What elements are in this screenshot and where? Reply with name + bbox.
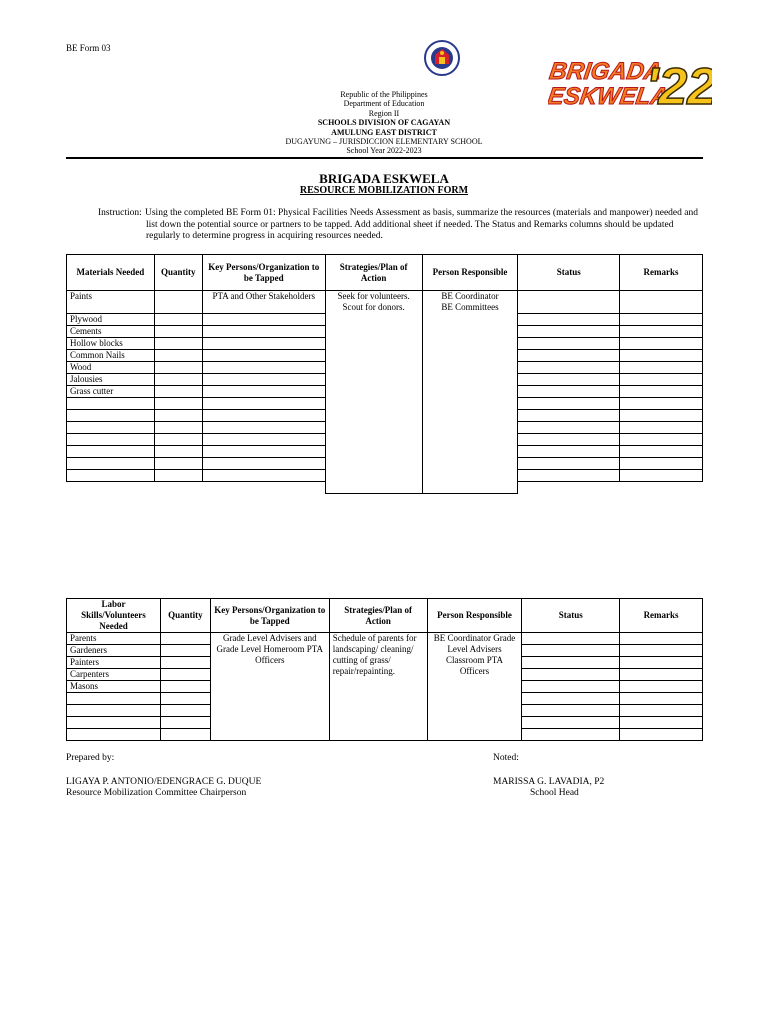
remarks-cell <box>620 669 703 681</box>
status-cell <box>522 645 620 657</box>
prepared-by-signatory <box>66 777 261 799</box>
letterhead-republic: Republic of the Philippines <box>340 90 428 99</box>
deped-seal-icon <box>424 30 460 86</box>
empty-cell <box>518 482 620 494</box>
letterhead-school: DUGAYUNG – JURISDICCION ELEMENTARY SCHOOL <box>285 137 483 147</box>
remarks-cell <box>620 705 703 717</box>
quantity-cell <box>154 446 202 458</box>
labor-item <box>67 717 161 729</box>
quantity-cell <box>160 633 210 645</box>
key-persons-cell <box>202 326 325 338</box>
quantity-cell <box>154 458 202 470</box>
labor-strategies: Schedule of parents for landscaping/ cleaning/ cutting of grass/ repair/repainting. <box>329 633 427 741</box>
material-item: Wood <box>67 362 155 374</box>
key-persons-cell <box>202 446 325 458</box>
document-title: BRIGADA ESKWELA <box>319 171 449 186</box>
material-item <box>67 458 155 470</box>
form-code: BE Form 03 <box>66 43 111 53</box>
status-cell <box>522 729 620 741</box>
quantity-cell <box>154 470 202 482</box>
material-item <box>67 434 155 446</box>
quantity-cell <box>160 657 210 669</box>
labor-header-key-persons: Key Persons/Organization to be Tapped <box>210 599 329 633</box>
table-row <box>67 633 703 645</box>
responsible-line: BE Coordinator <box>441 291 499 301</box>
prepared-by-role: Resource Mobilization Committee Chairperson <box>66 788 247 798</box>
strategy-line: Scout for donors. <box>342 302 405 312</box>
remarks-cell <box>620 458 703 470</box>
responsible-line: BE Committees <box>441 302 499 312</box>
quantity-cell <box>160 645 210 657</box>
labor-header-skills: Labor Skills/Volunteers Needed <box>67 599 161 633</box>
status-cell <box>518 338 620 350</box>
quantity-cell <box>154 350 202 362</box>
material-strategies <box>325 291 422 494</box>
remarks-cell <box>620 314 703 326</box>
remarks-cell <box>620 645 703 657</box>
labor-table <box>66 598 703 741</box>
status-cell <box>522 669 620 681</box>
remarks-cell <box>620 350 703 362</box>
quantity-cell <box>154 434 202 446</box>
letterhead-division: SCHOOLS DIVISION OF CAGAYAN <box>317 118 451 128</box>
status-cell <box>518 374 620 386</box>
remarks-cell <box>620 410 703 422</box>
empty-cell <box>154 482 202 494</box>
labor-item: Gardeners <box>67 645 161 657</box>
labor-item: Parents <box>67 633 161 645</box>
status-cell <box>518 291 620 314</box>
instruction-label: Instruction: <box>98 208 142 218</box>
material-item: Jalousies <box>67 374 155 386</box>
status-cell <box>518 458 620 470</box>
remarks-cell <box>620 386 703 398</box>
key-persons-cell <box>202 398 325 410</box>
quantity-cell <box>160 693 210 705</box>
quantity-cell <box>154 362 202 374</box>
quantity-cell <box>154 398 202 410</box>
remarks-cell <box>620 729 703 741</box>
material-item <box>67 422 155 434</box>
material-key-persons: PTA and Other Stakeholders <box>202 291 325 314</box>
table-row <box>67 291 703 314</box>
noted-name: MARISSA G. LAVADIA, P2 <box>493 777 605 787</box>
key-persons-cell <box>202 470 325 482</box>
materials-header-responsible: Person Responsible <box>422 255 518 291</box>
document-subtitle: RESOURCE MOBILIZATION FORM <box>299 185 469 196</box>
labor-key-persons: Grade Level Advisers and Grade Level Homeroom PTA Officers <box>210 633 329 741</box>
status-cell <box>518 314 620 326</box>
quantity-cell <box>160 729 210 741</box>
status-cell <box>522 657 620 669</box>
materials-header-strategies: Strategies/Plan of Action <box>325 255 422 291</box>
material-item <box>67 470 155 482</box>
quantity-cell <box>160 717 210 729</box>
status-cell <box>518 470 620 482</box>
labor-responsible: BE Coordinator Grade Level Advisers Classroom PTA Officers <box>427 633 522 741</box>
status-cell <box>518 434 620 446</box>
remarks-cell <box>620 338 703 350</box>
key-persons-cell <box>202 350 325 362</box>
status-cell <box>518 398 620 410</box>
labor-header-strategies: Strategies/Plan of Action <box>329 599 427 633</box>
material-item <box>67 410 155 422</box>
remarks-cell <box>620 434 703 446</box>
material-item: Hollow blocks <box>67 338 155 350</box>
material-item: Cements <box>67 326 155 338</box>
quantity-cell <box>154 338 202 350</box>
status-cell <box>522 693 620 705</box>
labor-item: Carpenters <box>67 669 161 681</box>
status-cell <box>518 410 620 422</box>
remarks-cell <box>620 422 703 434</box>
remarks-cell <box>620 693 703 705</box>
material-item: Plywood <box>67 314 155 326</box>
labor-header-status: Status <box>522 599 620 633</box>
remarks-cell <box>620 326 703 338</box>
labor-item: Painters <box>67 657 161 669</box>
remarks-cell <box>620 633 703 645</box>
key-persons-cell <box>202 314 325 326</box>
remarks-cell <box>620 374 703 386</box>
prepared-by-name: LIGAYA P. ANTONIO/EDENGRACE G. DUQUE <box>66 777 262 787</box>
labor-header-remarks: Remarks <box>620 599 703 633</box>
letterhead-department: Department of Education <box>343 99 425 109</box>
status-cell <box>522 717 620 729</box>
remarks-cell <box>620 398 703 410</box>
material-item <box>67 446 155 458</box>
remarks-cell <box>620 657 703 669</box>
instruction-text: Using the completed BE Form 01: Physical Facilities Needs Assessment as basis, summarize the resources (materials and manpower) needed and list down the potential source or partners to be tapped. Add additional sheet if needed. The Status and Remarks columns should be updated regularly to determine progress in acquiring resources needed. <box>145 208 698 241</box>
labor-header-quantity: Quantity <box>160 599 210 633</box>
labor-header-responsible: Person Responsible <box>427 599 522 633</box>
status-cell <box>522 705 620 717</box>
letterhead <box>234 90 534 156</box>
key-persons-cell <box>202 386 325 398</box>
key-persons-cell <box>202 338 325 350</box>
key-persons-cell <box>202 434 325 446</box>
materials-table <box>66 254 703 494</box>
noted-role: School Head <box>530 788 579 798</box>
remarks-cell <box>620 291 703 314</box>
noted-signatory <box>493 777 604 799</box>
status-cell <box>522 633 620 645</box>
labor-item <box>67 693 161 705</box>
brigada-eskwela-logo <box>548 54 712 112</box>
empty-cell <box>202 482 325 494</box>
remarks-cell <box>620 717 703 729</box>
quantity-cell <box>154 326 202 338</box>
quantity-cell <box>160 669 210 681</box>
materials-header-materials: Materials Needed <box>67 255 155 291</box>
remarks-cell <box>620 362 703 374</box>
status-cell <box>518 350 620 362</box>
remarks-cell <box>620 681 703 693</box>
empty-cell <box>620 482 703 494</box>
key-persons-cell <box>202 410 325 422</box>
status-cell <box>518 362 620 374</box>
quantity-cell <box>154 314 202 326</box>
quantity-cell <box>160 705 210 717</box>
material-responsible <box>422 291 518 494</box>
key-persons-cell <box>202 362 325 374</box>
quantity-cell <box>154 410 202 422</box>
letterhead-region: Region II <box>368 108 400 118</box>
empty-cell <box>67 482 155 494</box>
quantity-cell <box>154 386 202 398</box>
status-cell <box>518 386 620 398</box>
status-cell <box>518 326 620 338</box>
noted-label: Noted: <box>493 753 519 763</box>
key-persons-cell <box>202 374 325 386</box>
materials-header-remarks: Remarks <box>620 255 703 291</box>
quantity-cell <box>154 422 202 434</box>
materials-header-key-persons: Key Persons/Organization to be Tapped <box>202 255 325 291</box>
status-cell <box>518 422 620 434</box>
strategy-line: Seek for volunteers. <box>337 291 410 301</box>
quantity-cell <box>160 681 210 693</box>
materials-header-quantity: Quantity <box>154 255 202 291</box>
remarks-cell <box>620 446 703 458</box>
remarks-cell <box>620 470 703 482</box>
material-item: Common Nails <box>67 350 155 362</box>
prepared-by-label: Prepared by: <box>66 753 115 763</box>
material-item: Grass cutter <box>67 386 155 398</box>
letterhead-school-year: School Year 2022-2023 <box>346 146 422 156</box>
letterhead-district: AMULUNG EAST DISTRICT <box>331 127 437 137</box>
logo-brigada-text: BRIGADA <box>548 58 664 85</box>
labor-item: Masons <box>67 681 161 693</box>
material-item <box>67 398 155 410</box>
labor-item <box>67 729 161 741</box>
logo-year-text: '22 <box>646 58 712 112</box>
logo-eskwela-text: ESKWELA <box>548 83 670 110</box>
key-persons-cell <box>202 422 325 434</box>
status-cell <box>518 446 620 458</box>
quantity-cell <box>154 291 202 314</box>
quantity-cell <box>154 374 202 386</box>
labor-item <box>67 705 161 717</box>
key-persons-cell <box>202 458 325 470</box>
status-cell <box>522 681 620 693</box>
header-divider <box>66 157 703 159</box>
materials-header-status: Status <box>518 255 620 291</box>
material-item: Paints <box>67 291 155 314</box>
